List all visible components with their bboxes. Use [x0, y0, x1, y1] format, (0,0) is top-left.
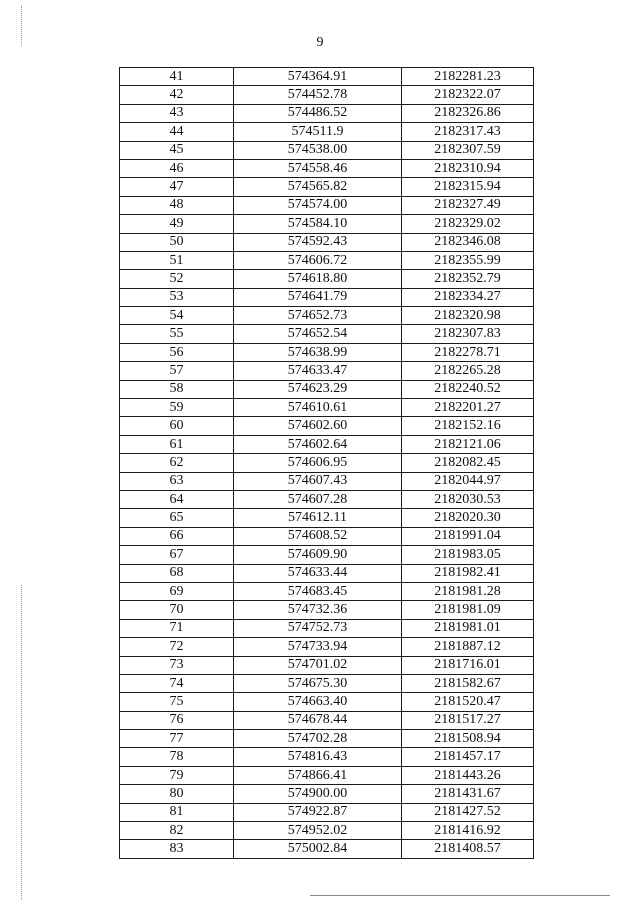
table-row	[120, 251, 534, 269]
x-coordinate-cell: 575002.84	[234, 840, 402, 858]
x-coordinate-cell: 574641.79	[234, 288, 402, 306]
y-coordinate-cell: 2182278.71	[402, 343, 534, 361]
point-number-cell: 52	[120, 270, 234, 288]
y-coordinate-cell: 2181427.52	[402, 803, 534, 821]
y-coordinate-cell: 2181517.27	[402, 711, 534, 729]
x-coordinate-cell: 574922.87	[234, 803, 402, 821]
page-number: 9	[316, 35, 324, 50]
table-row	[120, 564, 534, 582]
table-row	[120, 233, 534, 251]
x-coordinate-cell: 574607.43	[234, 472, 402, 490]
x-coordinate-cell: 574638.99	[234, 343, 402, 361]
table-row	[120, 785, 534, 803]
table-row	[120, 656, 534, 674]
point-number-cell: 83	[120, 840, 234, 858]
point-number-cell: 44	[120, 123, 234, 141]
x-coordinate-cell: 574609.90	[234, 546, 402, 564]
table-row	[120, 417, 534, 435]
y-coordinate-cell: 2181981.01	[402, 619, 534, 637]
table-row	[120, 454, 534, 472]
table-row	[120, 711, 534, 729]
point-number-cell: 72	[120, 638, 234, 656]
point-number-cell: 67	[120, 546, 234, 564]
x-coordinate-cell: 574610.61	[234, 399, 402, 417]
x-coordinate-cell: 574952.02	[234, 822, 402, 840]
table-row	[120, 141, 534, 159]
point-number-cell: 59	[120, 399, 234, 417]
point-number-cell: 49	[120, 215, 234, 233]
y-coordinate-cell: 2182121.06	[402, 435, 534, 453]
point-number-cell: 55	[120, 325, 234, 343]
point-number-cell: 68	[120, 564, 234, 582]
table-row	[120, 68, 534, 86]
table-row	[120, 307, 534, 325]
table-row	[120, 546, 534, 564]
table-row	[120, 178, 534, 196]
x-coordinate-cell: 574606.72	[234, 251, 402, 269]
y-coordinate-cell: 2181443.26	[402, 766, 534, 784]
y-coordinate-cell: 2182320.98	[402, 307, 534, 325]
x-coordinate-cell: 574702.28	[234, 730, 402, 748]
table-row	[120, 196, 534, 214]
x-coordinate-cell: 574732.36	[234, 601, 402, 619]
point-number-cell: 62	[120, 454, 234, 472]
x-coordinate-cell: 574574.00	[234, 196, 402, 214]
x-coordinate-cell: 574584.10	[234, 215, 402, 233]
table-row	[120, 601, 534, 619]
table-row	[120, 86, 534, 104]
y-coordinate-cell: 2182322.07	[402, 86, 534, 104]
point-number-cell: 54	[120, 307, 234, 325]
point-number-cell: 64	[120, 490, 234, 508]
point-number-cell: 61	[120, 435, 234, 453]
y-coordinate-cell: 2182030.53	[402, 490, 534, 508]
x-coordinate-cell: 574733.94	[234, 638, 402, 656]
point-number-cell: 75	[120, 693, 234, 711]
left-edge-dotted-mark	[21, 585, 22, 900]
table-row	[120, 582, 534, 600]
table-row	[120, 730, 534, 748]
x-coordinate-cell: 574602.64	[234, 435, 402, 453]
y-coordinate-cell: 2181982.41	[402, 564, 534, 582]
x-coordinate-cell: 574663.40	[234, 693, 402, 711]
point-number-cell: 80	[120, 785, 234, 803]
point-number-cell: 42	[120, 86, 234, 104]
y-coordinate-cell: 2181991.04	[402, 527, 534, 545]
point-number-cell: 58	[120, 380, 234, 398]
table-row	[120, 674, 534, 692]
x-coordinate-cell: 574592.43	[234, 233, 402, 251]
x-coordinate-cell: 574607.28	[234, 490, 402, 508]
y-coordinate-cell: 2181582.67	[402, 674, 534, 692]
y-coordinate-cell: 2181416.92	[402, 822, 534, 840]
x-coordinate-cell: 574452.78	[234, 86, 402, 104]
table-row	[120, 748, 534, 766]
y-coordinate-cell: 2182327.49	[402, 196, 534, 214]
point-number-cell: 50	[120, 233, 234, 251]
point-number-cell: 81	[120, 803, 234, 821]
table-row	[120, 343, 534, 361]
y-coordinate-cell: 2182152.16	[402, 417, 534, 435]
point-number-cell: 65	[120, 509, 234, 527]
point-number-cell: 79	[120, 766, 234, 784]
table-row	[120, 215, 534, 233]
x-coordinate-cell: 574675.30	[234, 674, 402, 692]
table-row	[120, 435, 534, 453]
point-number-cell: 53	[120, 288, 234, 306]
table-row	[120, 104, 534, 122]
table-row	[120, 638, 534, 656]
table-row	[120, 123, 534, 141]
table-row	[120, 288, 534, 306]
x-coordinate-cell: 574618.80	[234, 270, 402, 288]
y-coordinate-cell: 2182355.99	[402, 251, 534, 269]
table-row	[120, 822, 534, 840]
point-number-cell: 78	[120, 748, 234, 766]
x-coordinate-cell: 574866.41	[234, 766, 402, 784]
table-row	[120, 803, 534, 821]
x-coordinate-cell: 574900.00	[234, 785, 402, 803]
table-row	[120, 619, 534, 637]
y-coordinate-cell: 2181887.12	[402, 638, 534, 656]
x-coordinate-cell: 574652.73	[234, 307, 402, 325]
table-row	[120, 362, 534, 380]
y-coordinate-cell: 2181457.17	[402, 748, 534, 766]
x-coordinate-cell: 574752.73	[234, 619, 402, 637]
point-number-cell: 69	[120, 582, 234, 600]
y-coordinate-cell: 2182044.97	[402, 472, 534, 490]
table-row	[120, 766, 534, 784]
point-number-cell: 51	[120, 251, 234, 269]
x-coordinate-cell: 574623.29	[234, 380, 402, 398]
y-coordinate-cell: 2182329.02	[402, 215, 534, 233]
point-number-cell: 43	[120, 104, 234, 122]
bottom-rule	[310, 895, 610, 896]
y-coordinate-cell: 2181408.57	[402, 840, 534, 858]
y-coordinate-cell: 2181981.09	[402, 601, 534, 619]
point-number-cell: 66	[120, 527, 234, 545]
y-coordinate-cell: 2182240.52	[402, 380, 534, 398]
y-coordinate-cell: 2181520.47	[402, 693, 534, 711]
point-number-cell: 48	[120, 196, 234, 214]
x-coordinate-cell: 574608.52	[234, 527, 402, 545]
point-number-cell: 74	[120, 674, 234, 692]
x-coordinate-cell: 574364.91	[234, 68, 402, 86]
y-coordinate-cell: 2182265.28	[402, 362, 534, 380]
point-number-cell: 57	[120, 362, 234, 380]
table-row	[120, 840, 534, 858]
point-number-cell: 46	[120, 159, 234, 177]
y-coordinate-cell: 2182082.45	[402, 454, 534, 472]
x-coordinate-cell: 574565.82	[234, 178, 402, 196]
x-coordinate-cell: 574683.45	[234, 582, 402, 600]
y-coordinate-cell: 2182334.27	[402, 288, 534, 306]
point-number-cell: 41	[120, 68, 234, 86]
table-body	[120, 68, 534, 859]
y-coordinate-cell: 2182317.43	[402, 123, 534, 141]
table-row	[120, 509, 534, 527]
x-coordinate-cell: 574558.46	[234, 159, 402, 177]
point-number-cell: 63	[120, 472, 234, 490]
table-row	[120, 490, 534, 508]
y-coordinate-cell: 2182307.83	[402, 325, 534, 343]
coordinates-table	[119, 67, 534, 859]
x-coordinate-cell: 574701.02	[234, 656, 402, 674]
y-coordinate-cell: 2181983.05	[402, 546, 534, 564]
x-coordinate-cell: 574602.60	[234, 417, 402, 435]
table-row	[120, 472, 534, 490]
y-coordinate-cell: 2182326.86	[402, 104, 534, 122]
point-number-cell: 56	[120, 343, 234, 361]
y-coordinate-cell: 2181981.28	[402, 582, 534, 600]
y-coordinate-cell: 2182020.30	[402, 509, 534, 527]
point-number-cell: 73	[120, 656, 234, 674]
point-number-cell: 76	[120, 711, 234, 729]
point-number-cell: 60	[120, 417, 234, 435]
y-coordinate-cell: 2181431.67	[402, 785, 534, 803]
y-coordinate-cell: 2181716.01	[402, 656, 534, 674]
y-coordinate-cell: 2182315.94	[402, 178, 534, 196]
x-coordinate-cell: 574633.44	[234, 564, 402, 582]
y-coordinate-cell: 2182352.79	[402, 270, 534, 288]
x-coordinate-cell: 574612.11	[234, 509, 402, 527]
y-coordinate-cell: 2182201.27	[402, 399, 534, 417]
x-coordinate-cell: 574538.00	[234, 141, 402, 159]
table-row	[120, 693, 534, 711]
table-row	[120, 159, 534, 177]
y-coordinate-cell: 2181508.94	[402, 730, 534, 748]
y-coordinate-cell: 2182346.08	[402, 233, 534, 251]
point-number-cell: 47	[120, 178, 234, 196]
x-coordinate-cell: 574606.95	[234, 454, 402, 472]
y-coordinate-cell: 2182307.59	[402, 141, 534, 159]
x-coordinate-cell: 574816.43	[234, 748, 402, 766]
x-coordinate-cell: 574486.52	[234, 104, 402, 122]
y-coordinate-cell: 2182310.94	[402, 159, 534, 177]
point-number-cell: 71	[120, 619, 234, 637]
point-number-cell: 77	[120, 730, 234, 748]
table-row	[120, 270, 534, 288]
x-coordinate-cell: 574678.44	[234, 711, 402, 729]
table-row	[120, 325, 534, 343]
table-row	[120, 527, 534, 545]
y-coordinate-cell: 2182281.23	[402, 68, 534, 86]
table-row	[120, 380, 534, 398]
table-row	[120, 399, 534, 417]
x-coordinate-cell: 574633.47	[234, 362, 402, 380]
point-number-cell: 70	[120, 601, 234, 619]
point-number-cell: 45	[120, 141, 234, 159]
point-number-cell: 82	[120, 822, 234, 840]
x-coordinate-cell: 574652.54	[234, 325, 402, 343]
x-coordinate-cell: 574511.9	[234, 123, 402, 141]
